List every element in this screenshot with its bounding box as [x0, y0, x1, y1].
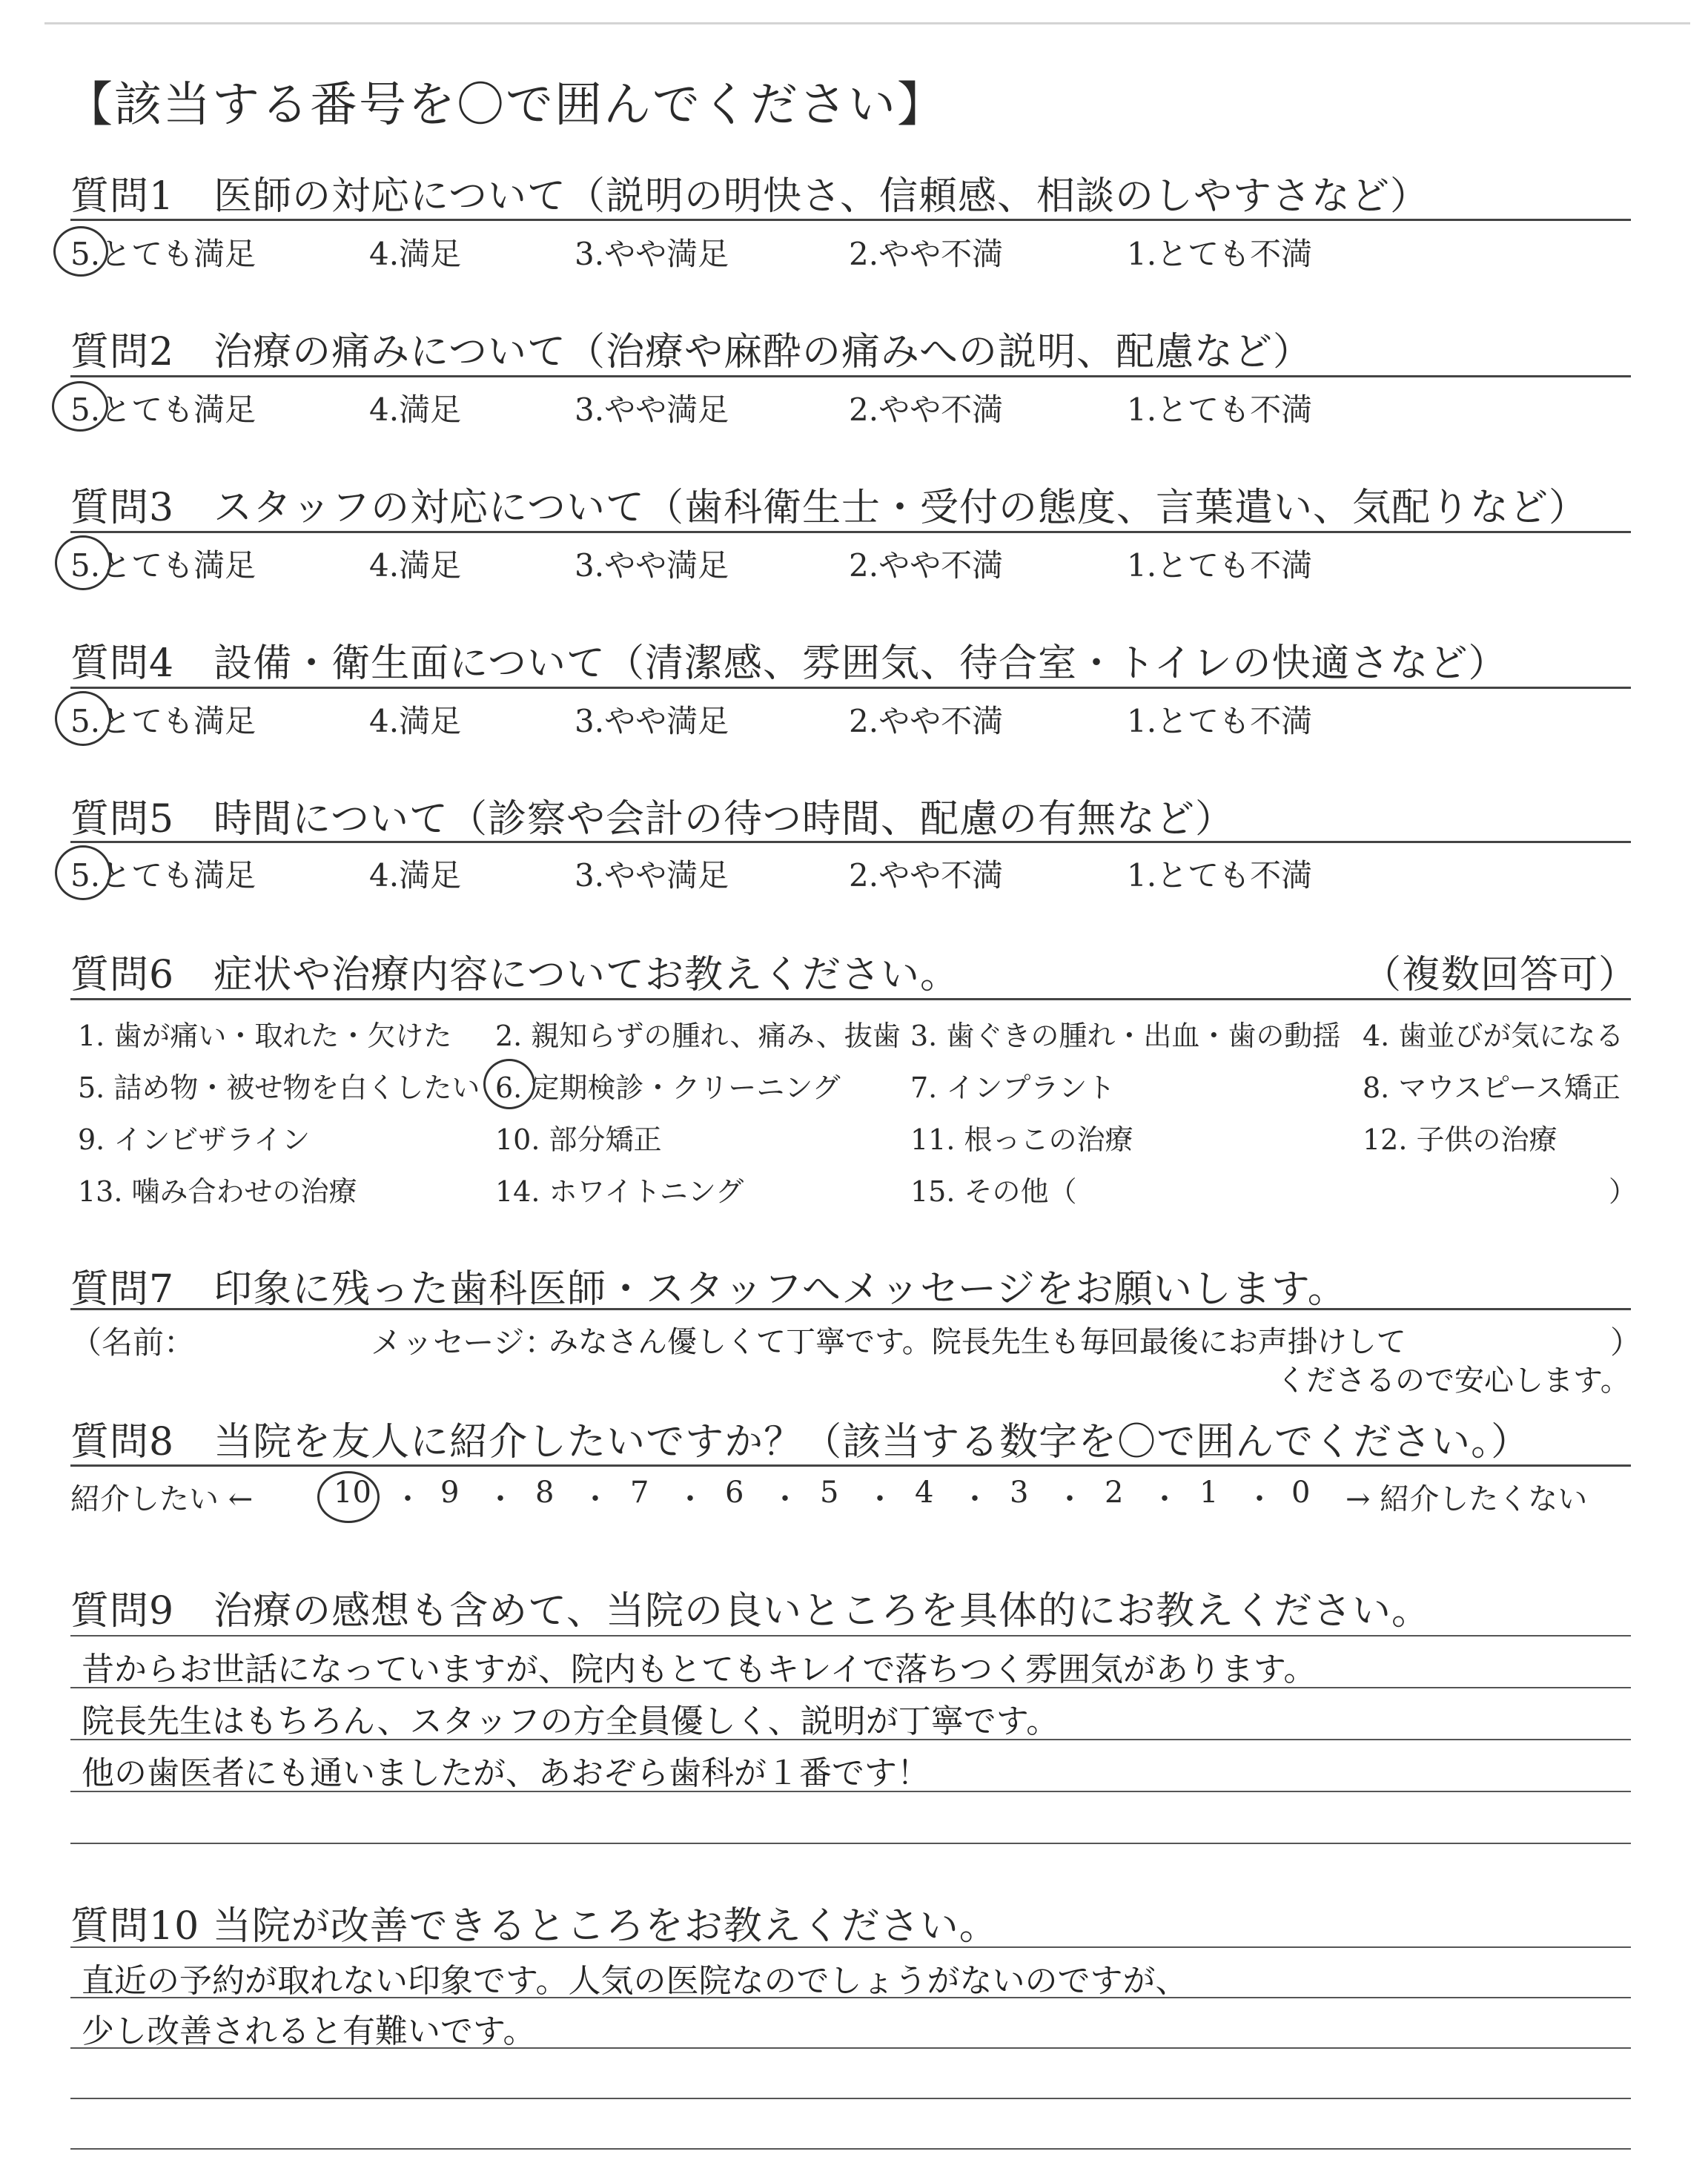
- q6-option-9[interactable]: 9. インビザライン: [78, 1123, 311, 1156]
- q6-option-5[interactable]: 5. 詰め物・被せ物を白くしたい: [78, 1071, 480, 1104]
- q6-other-close-paren: ）: [1609, 1175, 1638, 1208]
- q6-option-7[interactable]: 7. インプラント: [910, 1071, 1116, 1104]
- top-border: [44, 22, 1690, 24]
- q8-dot: ・: [393, 1482, 423, 1516]
- q9-answer-line-2[interactable]: 院長先生はもちろん、スタッフの方全員優しく、説明が丁寧です。: [82, 1702, 1059, 1740]
- q5-option-2[interactable]: 2.やや不満: [849, 857, 1004, 894]
- q8-scale-6[interactable]: 6: [725, 1476, 744, 1510]
- q1-option-4[interactable]: 4.満足: [369, 236, 462, 272]
- q7-message-label: メッセージ：: [371, 1324, 556, 1361]
- q8-right-label: → 紹介したくない: [1345, 1482, 1588, 1516]
- q10-answer-line-1[interactable]: 直近の予約が取れない印象です。人気の医院なのでしょうがないのですが、: [82, 1962, 1188, 2000]
- q8-scale-7[interactable]: 7: [630, 1476, 649, 1510]
- q1-option-2[interactable]: 2.やや不満: [849, 236, 1004, 272]
- question-5-title: 質問5 時間について（診察や会計の待つ時間、配慮の有無など）: [70, 797, 1235, 842]
- q6-option-1[interactable]: 1. 歯が痛い・取れた・欠けた: [78, 1020, 452, 1052]
- q3-option-3[interactable]: 3.やや満足: [575, 547, 729, 584]
- q8-scale-2[interactable]: 2: [1105, 1476, 1124, 1510]
- q8-scale-9[interactable]: 9: [440, 1476, 460, 1510]
- question-8-title: 質問8 当院を友人に紹介したいですか？（該当する数字を〇で囲んでください。）: [70, 1420, 1531, 1464]
- q6-selection-circle: [483, 1059, 535, 1109]
- q9-answer-line-1[interactable]: 昔からお世話になっていますが、院内もとてもキレイで落ちつく雰囲気があります。: [82, 1651, 1317, 1688]
- question-2-rule: [70, 375, 1631, 377]
- question-3-rule: [70, 531, 1631, 533]
- question-6-rule: [70, 998, 1631, 1000]
- q3-option-5[interactable]: 5.とても満足: [70, 547, 256, 584]
- q7-message-line-1[interactable]: みなさん優しくて丁寧です。院長先生も毎回最後にお声掛けして: [549, 1325, 1406, 1359]
- q8-left-label: 紹介したい ←: [70, 1482, 254, 1516]
- q8-dot: ・: [770, 1482, 800, 1516]
- q8-scale-4[interactable]: 4: [915, 1476, 934, 1510]
- q10-ruled-line: [70, 2098, 1631, 2099]
- q8-dot: ・: [675, 1482, 705, 1516]
- q1-option-1[interactable]: 1.とても不満: [1127, 236, 1313, 272]
- q7-name-label: （名前：: [70, 1324, 196, 1361]
- question-9-title: 質問9 治療の感想も含めて、当院の良いところを具体的にお教えください。: [70, 1589, 1431, 1634]
- q5-selection-circle: [55, 845, 111, 900]
- q6-option-12[interactable]: 12. 子供の治療: [1363, 1123, 1558, 1156]
- question-10-title: 質問10 当院が改善できるところをお教えください。: [70, 1904, 999, 1949]
- q6-option-6[interactable]: 6. 定期検診・クリーニング: [495, 1071, 841, 1104]
- q1-option-3[interactable]: 3.やや満足: [575, 236, 729, 272]
- question-3-title: 質問3 スタッフの対応について（歯科衛生士・受付の態度、言葉遣い、気配りなど）: [70, 486, 1589, 530]
- q8-scale-3[interactable]: 3: [1010, 1476, 1029, 1510]
- question-1-rule: [70, 219, 1631, 221]
- q7-message-line-2[interactable]: くださるので安心します。: [1277, 1364, 1630, 1398]
- q4-option-3[interactable]: 3.やや満足: [575, 703, 729, 739]
- q8-scale-0[interactable]: 0: [1291, 1476, 1311, 1510]
- q2-option-4[interactable]: 4.満足: [369, 392, 462, 428]
- q8-dot: ・: [1055, 1482, 1085, 1516]
- q2-option-1[interactable]: 1.とても不満: [1127, 392, 1313, 428]
- q8-dot: ・: [1150, 1482, 1179, 1516]
- page-title: 【該当する番号を〇で囲んでください】: [65, 78, 946, 133]
- q9-ruled-line: [70, 1635, 1631, 1636]
- q4-option-2[interactable]: 2.やや不満: [849, 703, 1004, 739]
- q8-scale-1[interactable]: 1: [1199, 1476, 1219, 1510]
- q1-option-5[interactable]: 5.とても満足: [70, 236, 256, 272]
- q6-option-4[interactable]: 4. 歯並びが気になる: [1363, 1020, 1624, 1052]
- q8-dot: ・: [1245, 1482, 1274, 1516]
- q4-option-1[interactable]: 1.とても不満: [1127, 703, 1313, 739]
- q3-option-4[interactable]: 4.満足: [369, 547, 462, 584]
- q3-option-1[interactable]: 1.とても不満: [1127, 547, 1313, 584]
- q6-option-15[interactable]: 15. その他（: [910, 1175, 1077, 1208]
- q4-option-4[interactable]: 4.満足: [369, 703, 462, 739]
- question-1-title: 質問1 医師の対応について（説明の明快さ、信頼感、相談のしやすさなど）: [70, 174, 1429, 219]
- question-7-rule: [70, 1308, 1631, 1310]
- q6-option-3[interactable]: 3. 歯ぐきの腫れ・出血・歯の動揺: [910, 1020, 1341, 1052]
- question-4-title: 質問4 設備・衛生面について（清潔感、雰囲気、待合室・トイレの快適さなど）: [70, 641, 1508, 686]
- q10-ruled-line: [70, 1946, 1631, 1948]
- question-4-rule: [70, 687, 1631, 689]
- q8-dot: ・: [865, 1482, 895, 1516]
- q8-scale-10[interactable]: 10: [334, 1476, 371, 1510]
- q6-option-14[interactable]: 14. ホワイトニング: [495, 1175, 744, 1208]
- q8-dot: ・: [486, 1482, 515, 1516]
- q3-option-2[interactable]: 2.やや不満: [849, 547, 1004, 584]
- q6-option-10[interactable]: 10. 部分矯正: [495, 1123, 662, 1156]
- q8-dot: ・: [580, 1482, 610, 1516]
- q2-option-5[interactable]: 5.とても満足: [70, 392, 256, 428]
- q5-option-4[interactable]: 4.満足: [369, 857, 462, 894]
- question-6-note: （複数回答可）: [1363, 953, 1638, 997]
- q8-scale-8[interactable]: 8: [535, 1476, 555, 1510]
- q5-option-1[interactable]: 1.とても不満: [1127, 857, 1313, 894]
- q6-option-13[interactable]: 13. 噛み合わせの治療: [78, 1175, 357, 1208]
- q6-option-8[interactable]: 8. マウスピース矯正: [1363, 1071, 1621, 1104]
- q7-close-paren: ）: [1610, 1324, 1642, 1361]
- q10-answer-line-2[interactable]: 少し改善されると有難いです。: [82, 2012, 536, 2050]
- q2-selection-circle: [52, 381, 108, 432]
- q6-option-2[interactable]: 2. 親知らずの腫れ、痛み、抜歯: [495, 1020, 901, 1052]
- q1-selection-circle: [53, 226, 108, 277]
- q3-selection-circle: [55, 535, 111, 590]
- q4-option-5[interactable]: 5.とても満足: [70, 703, 256, 739]
- q9-ruled-line: [70, 1843, 1631, 1844]
- question-2-title: 質問2 治療の痛みについて（治療や麻酔の痛みへの説明、配慮など）: [70, 330, 1313, 374]
- q9-answer-line-3[interactable]: 他の歯医者にも通いましたが、あおぞら歯科が１番です！: [82, 1754, 930, 1792]
- question-8-rule: [70, 1464, 1631, 1467]
- q10-ruled-line: [70, 2148, 1631, 2150]
- q5-option-5[interactable]: 5.とても満足: [70, 857, 256, 894]
- q8-selection-circle: [317, 1471, 380, 1523]
- q8-scale-5[interactable]: 5: [820, 1476, 839, 1510]
- q6-option-11[interactable]: 11. 根っこの治療: [910, 1123, 1133, 1156]
- q2-option-3[interactable]: 3.やや満足: [575, 392, 729, 428]
- q2-option-2[interactable]: 2.やや不満: [849, 392, 1004, 428]
- q4-selection-circle: [55, 691, 111, 746]
- question-6-title: 質問6 症状や治療内容についてお教えください。: [70, 953, 960, 997]
- question-5-rule: [70, 841, 1631, 843]
- q8-dot: ・: [960, 1482, 990, 1516]
- question-7-title: 質問7 印象に残った歯科医師・スタッフへメッセージをお願いします。: [70, 1267, 1347, 1312]
- q5-option-3[interactable]: 3.やや満足: [575, 857, 729, 894]
